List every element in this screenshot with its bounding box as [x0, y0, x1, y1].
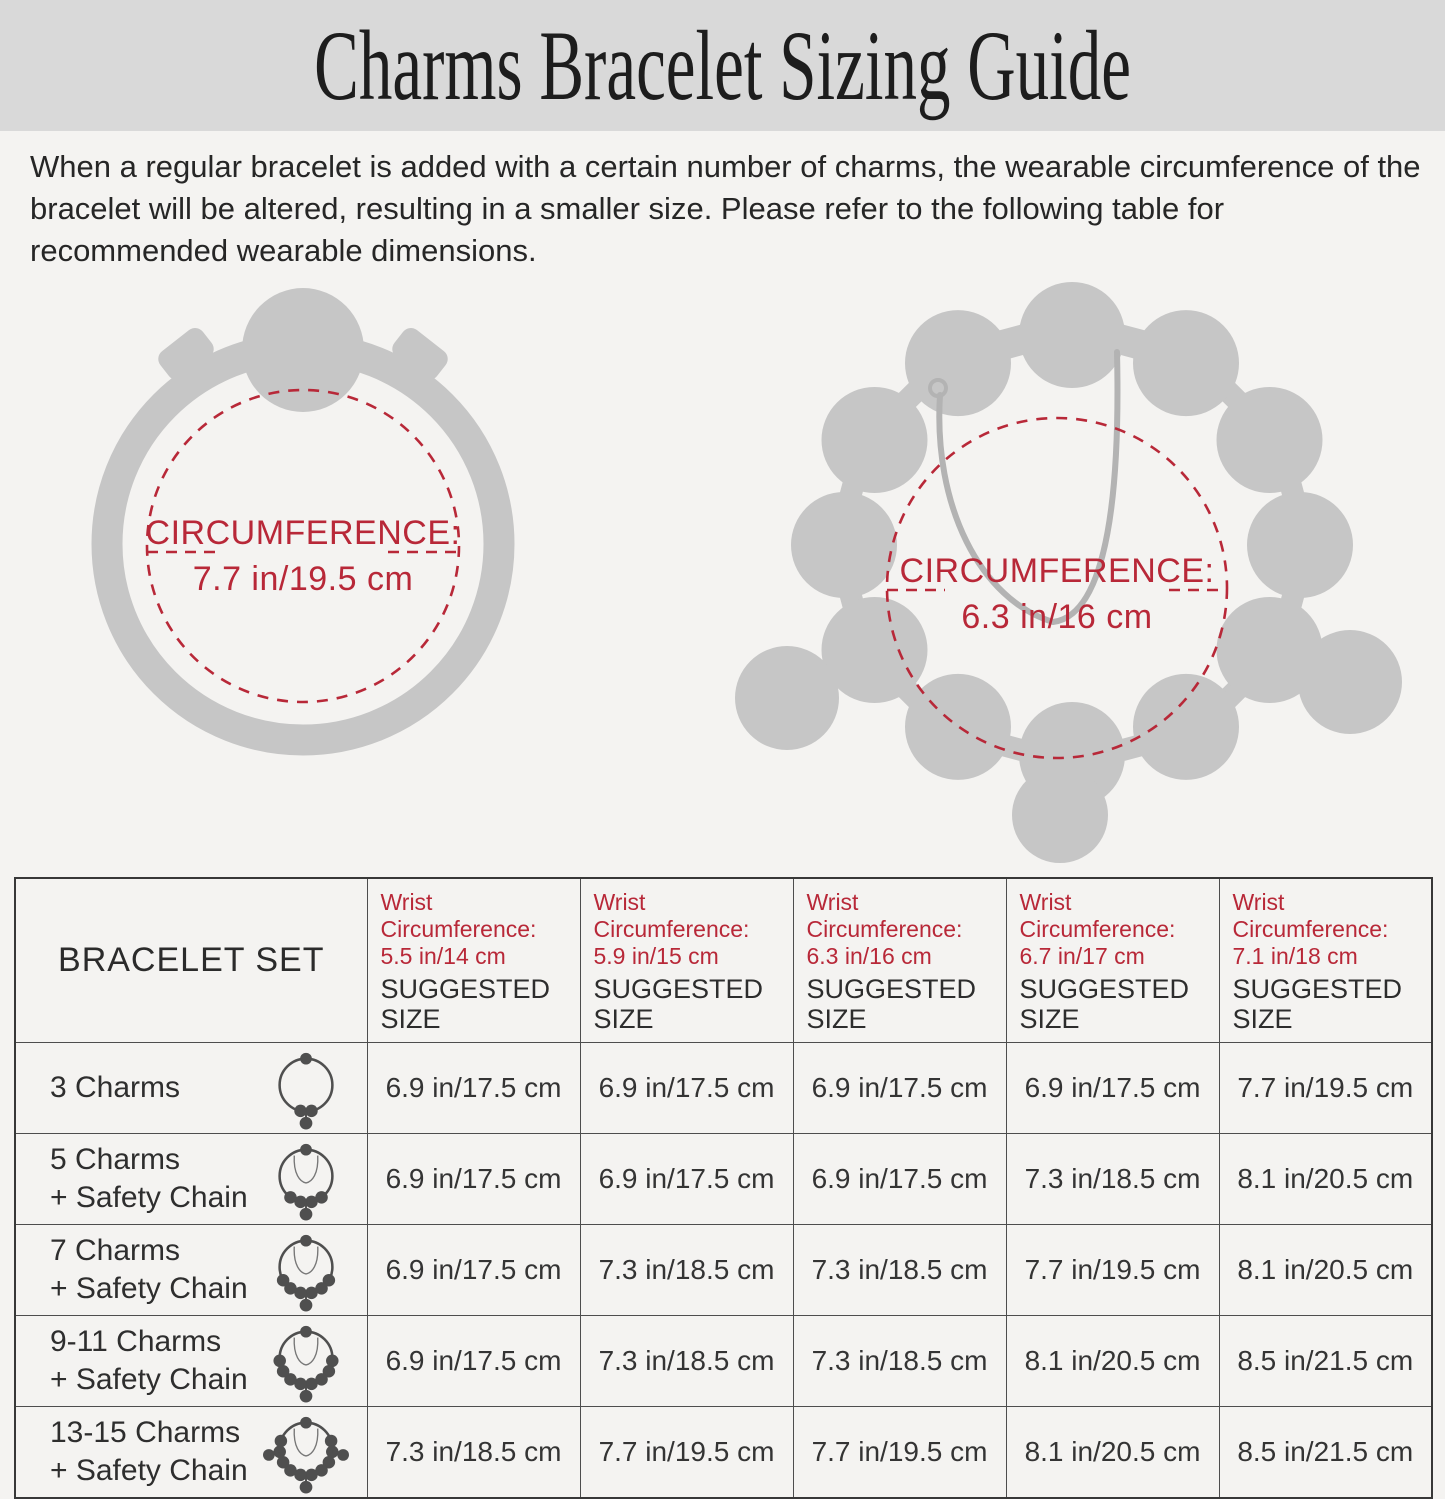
suggested-size-label: SUGGESTED SIZE [1019, 974, 1190, 1034]
wrist-circumference-label: Wrist Circumference: [1019, 889, 1176, 942]
intro-text: When a regular bracelet is added with a certain number of charms, the wearable circumference of the bracelet will be altered, resulting in a smaller size. Please refer to the following table for recommended wearable dimensions. [30, 149, 1421, 268]
circumference-value: 6.3 in/16 cm [961, 598, 1153, 636]
bracelet-3-charms-icon [262, 1045, 350, 1131]
wrist-circumference-label: Wrist Circumference: [1232, 889, 1389, 942]
table-header-row [15, 878, 1432, 1043]
suggested-size-label: SUGGESTED SIZE [806, 974, 977, 1034]
set-label: 7 Charms + Safety Chain [50, 1234, 248, 1305]
wrist-circumference-header-1 [367, 878, 580, 1043]
size-value-cell: 6.9 in/17.5 cm [580, 1043, 793, 1134]
size-value-cell: 7.3 in/18.5 cm [793, 1316, 1006, 1407]
bracelet-13-15-charms-safety-chain-icon [262, 1409, 350, 1495]
wrist-circumference-size: 6.3 in/16 cm [806, 943, 932, 969]
wrist-circumference-size: 7.1 in/18 cm [1232, 943, 1358, 969]
size-value-cell: 8.1 in/20.5 cm [1219, 1134, 1432, 1225]
charm-bracelet-diagram [735, 270, 1445, 875]
circumference-label: CIRCUMFERENCE: [899, 552, 1215, 590]
size-value-cell: 6.9 in/17.5 cm [367, 1225, 580, 1316]
size-value-cell: 8.5 in/21.5 cm [1219, 1316, 1432, 1407]
set-label: 3 Charms [50, 1071, 181, 1104]
page-title: Charms Bracelet Sizing Guide [314, 9, 1131, 121]
plain-bracelet-diagram [68, 286, 538, 778]
circumference-value: 7.7 in/19.5 cm [192, 560, 414, 598]
size-value-cell: 7.7 in/19.5 cm [1006, 1225, 1219, 1316]
size-value-cell: 7.7 in/19.5 cm [793, 1407, 1006, 1498]
size-value-cell: 7.3 in/18.5 cm [367, 1407, 580, 1498]
wrist-circumference-header-5 [1219, 878, 1432, 1043]
size-value-cell: 6.9 in/17.5 cm [367, 1043, 580, 1134]
size-value-cell: 6.9 in/17.5 cm [1006, 1043, 1219, 1134]
size-value-cell: 8.1 in/20.5 cm [1006, 1407, 1219, 1498]
size-value-cell: 7.3 in/18.5 cm [793, 1225, 1006, 1316]
table-row [15, 1043, 1432, 1134]
sizing-table [14, 877, 1433, 1499]
set-label: 5 Charms + Safety Chain [50, 1143, 248, 1214]
clasp [242, 288, 364, 412]
size-value-cell: 7.3 in/18.5 cm [1006, 1134, 1219, 1225]
wrist-circumference-label: Wrist Circumference: [593, 889, 750, 942]
wrist-circumference-header-3 [793, 878, 1006, 1043]
table-row [15, 1316, 1432, 1407]
size-value-cell: 6.9 in/17.5 cm [793, 1043, 1006, 1134]
table-row [15, 1134, 1432, 1225]
wrist-circumference-header-2 [580, 878, 793, 1043]
size-value-cell: 6.9 in/17.5 cm [367, 1316, 580, 1407]
wrist-circumference-size: 6.7 in/17 cm [1019, 943, 1145, 969]
bracelet-9-11-charms-safety-chain-icon [262, 1318, 350, 1404]
suggested-size-label: SUGGESTED SIZE [1232, 974, 1403, 1034]
suggested-size-label: SUGGESTED SIZE [380, 974, 551, 1034]
bracelet-set-header: BRACELET SET [58, 941, 325, 979]
size-value-cell: 6.9 in/17.5 cm [367, 1134, 580, 1225]
size-value-cell: 8.1 in/20.5 cm [1219, 1225, 1432, 1316]
wrist-circumference-size: 5.9 in/15 cm [593, 943, 719, 969]
wrist-circumference-label: Wrist Circumference: [380, 889, 537, 942]
charm-ring [791, 282, 1353, 808]
bracelet-7-charms-safety-chain-icon [262, 1227, 350, 1313]
wrist-circumference-header-4 [1006, 878, 1219, 1043]
size-value-cell: 6.9 in/17.5 cm [580, 1134, 793, 1225]
size-value-cell: 6.9 in/17.5 cm [793, 1134, 1006, 1225]
wrist-circumference-size: 5.5 in/14 cm [380, 943, 506, 969]
size-value-cell: 8.5 in/21.5 cm [1219, 1407, 1432, 1498]
size-value-cell: 7.3 in/18.5 cm [580, 1316, 793, 1407]
bracelet-5-charms-safety-chain-icon [262, 1136, 350, 1222]
set-label: 13-15 Charms + Safety Chain [50, 1415, 248, 1487]
size-value-cell: 7.7 in/19.5 cm [1219, 1043, 1432, 1134]
table-row [15, 1225, 1432, 1316]
size-value-cell: 7.3 in/18.5 cm [580, 1225, 793, 1316]
wrist-circumference-label: Wrist Circumference: [806, 889, 963, 942]
suggested-size-label: SUGGESTED SIZE [593, 974, 764, 1034]
circumference-label: CIRCUMFERENCE: [145, 514, 461, 552]
title-banner [0, 0, 1445, 131]
size-value-cell: 8.1 in/20.5 cm [1006, 1316, 1219, 1407]
table-row [15, 1407, 1432, 1498]
set-label: 9-11 Charms + Safety Chain [50, 1325, 248, 1396]
size-value-cell: 7.7 in/19.5 cm [580, 1407, 793, 1498]
